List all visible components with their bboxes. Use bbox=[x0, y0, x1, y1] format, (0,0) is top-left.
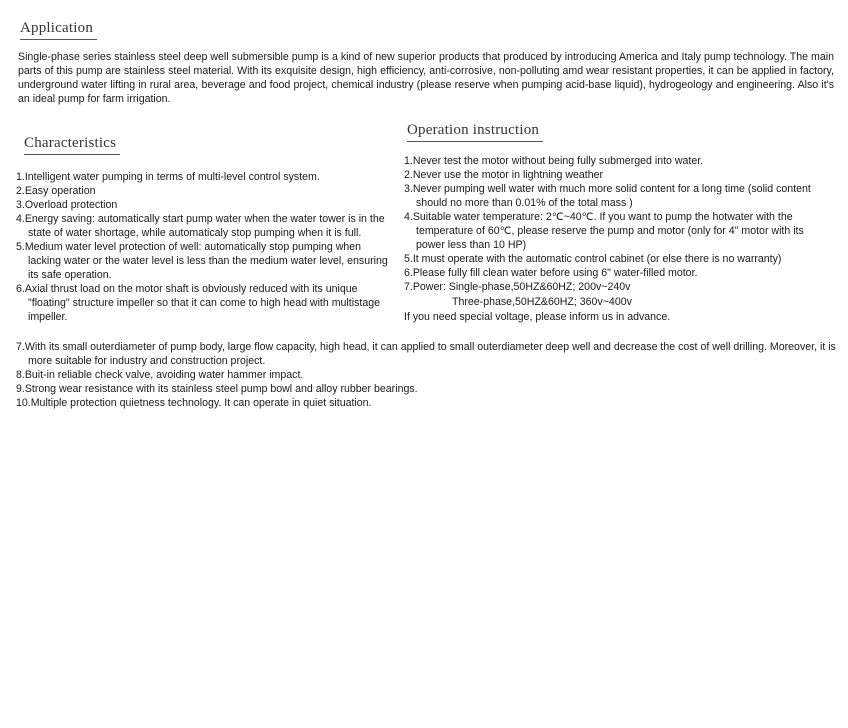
operation-item: 5.It must operate with the automatic control cabinet (or else there is no warranty) bbox=[404, 253, 782, 265]
operation-item: 1.Never test the motor without being fully submerged into water. bbox=[404, 155, 704, 167]
characteristic-item: 7.With its small outerdiameter of pump body, large flow capacity, high head, it can applied to small outerdiameter deep well and decrease the cost of well drilling. Moreover, it is more suitable for industry and construction project. bbox=[16, 341, 836, 367]
characteristics-heading: Characteristics bbox=[24, 135, 120, 155]
application-paragraph: Single-phase series stainless steel deep well submersible pump is a kind of new superior products that produced by introducing America and Italy pump technology. The main parts of this pump are stainless steel material. With its exquisite design, high efficiency, anti-corrosive, non-polluting amd wear resistant properties, it can be applied in factory, underground water lifting in rural area, beverage and food project, chemical industry (please reserve when pumping acid-base liquid), hydrogeology and engineering. Also it's an ideal pump for farm irrigation. bbox=[18, 51, 834, 105]
operation-heading: Operation instruction bbox=[407, 122, 543, 142]
characteristic-item: 5.Medium water level protection of well: automatically stop pumping when lacking water or the water level is less than the medium water level, ensuring its safe operation. bbox=[16, 241, 388, 281]
characteristics-list-continued bbox=[16, 340, 838, 410]
characteristic-item: 4.Energy saving: automatically start pump water when the water tower is in the state of water shortage, while automaticaly stop pumping when it is full. bbox=[16, 213, 385, 239]
operation-special-voltage-note: If you need special voltage, please inform us in advance. bbox=[404, 311, 671, 323]
characteristic-item: 10.Multiple protection quietness technology. It can operate in quiet situation. bbox=[16, 397, 372, 409]
characteristic-item: 1.Intelligent water pumping in terms of multi-level control system. bbox=[16, 171, 320, 183]
operation-item: 6.Please fully fill clean water before using 6" water-filled motor. bbox=[404, 267, 698, 279]
operation-power-three-phase: Three-phase,50HZ&60HZ; 360v~400v bbox=[452, 296, 632, 308]
characteristic-item: 2.Easy operation bbox=[16, 185, 96, 197]
operation-item: 4.Suitable water temperature: 2℃~40℃. If you want to pump the hotwater with the temperature of 60℃, please reserve the pump and motor (only for 4" motor with its power less than 10 HP) bbox=[404, 211, 804, 251]
operation-item: 2.Never use the motor in lightning weather bbox=[404, 169, 604, 181]
operation-item: 7.Power: Single-phase,50HZ&60HZ; 200v~240v bbox=[404, 281, 631, 293]
characteristic-item: 9.Strong wear resistance with its stainless steel pump bowl and alloy rubber bearings. bbox=[16, 383, 418, 395]
characteristic-item: 6.Axial thrust load on the motor shaft is obviously reduced with its unique "floating" structure impeller so that it can come to high head with multistage impeller. bbox=[16, 283, 380, 323]
characteristic-item: 3.Overload protection bbox=[16, 199, 118, 211]
operation-item: 3.Never pumping well water with much more solid content for a long time (solid content should no more than 0.01% of the total mass ) bbox=[404, 183, 811, 209]
application-heading: Application bbox=[20, 20, 97, 40]
operation-list bbox=[404, 154, 830, 294]
characteristics-list bbox=[16, 170, 388, 324]
characteristic-item: 8.Buit-in reliable check valve, avoiding water hammer impact. bbox=[16, 369, 304, 381]
